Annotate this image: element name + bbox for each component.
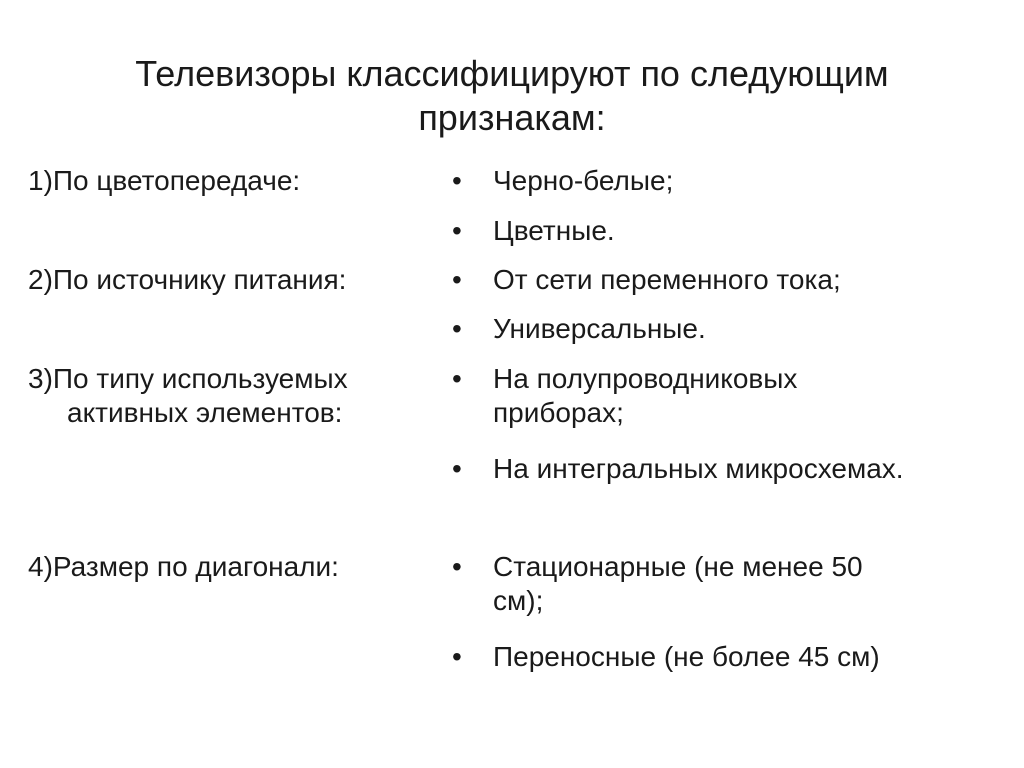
- bullet-icon: •: [452, 215, 462, 246]
- bullet-icon: •: [452, 641, 462, 672]
- bullet-icon: •: [452, 363, 462, 394]
- bullet-icon: •: [452, 165, 462, 196]
- slide-title-line-1: Телевизоры классифицируют по следующим: [135, 53, 889, 94]
- list-item-semiconductor: [452, 362, 797, 430]
- list-item-text-line-2: см);: [493, 585, 544, 616]
- list-item-universal: [452, 312, 706, 346]
- category-label-text: 3)По типу используемых: [28, 363, 348, 394]
- list-item-text: Переносные (не более 45 см): [493, 641, 880, 672]
- list-item-color: [452, 214, 615, 248]
- category-label-diagonal-size: [28, 550, 339, 584]
- category-label-text-line-2: активных элементов:: [67, 397, 343, 428]
- list-item-stationary: [452, 550, 863, 618]
- list-item-text-line-2: приборах;: [493, 397, 624, 428]
- category-label-power-source: [28, 263, 346, 297]
- category-label-text: 1)По цветопередаче:: [28, 165, 301, 196]
- bullet-icon: •: [452, 551, 462, 582]
- list-item-text-line-1: На полупроводниковых: [493, 363, 798, 394]
- bullet-icon: •: [452, 313, 462, 344]
- list-item-text-line-1: Стационарные (не менее 50: [493, 551, 863, 582]
- bullet-icon: •: [452, 264, 462, 295]
- list-item-black-white: [452, 164, 673, 198]
- list-item-text: Универсальные.: [493, 313, 706, 344]
- slide-title-line-2: признакам:: [418, 97, 606, 138]
- category-label-text: 4)Размер по диагонали:: [28, 551, 339, 582]
- list-item-portable: [452, 640, 880, 674]
- category-label-active-elements: [28, 362, 348, 430]
- list-item-text: [493, 550, 863, 618]
- list-item-ac-mains: [452, 263, 841, 297]
- slide-title: [0, 52, 1024, 140]
- bullet-icon: •: [452, 453, 462, 484]
- list-item-text: На интегральных микросхемах.: [493, 453, 904, 484]
- list-item-text: [493, 362, 797, 430]
- list-item-integrated-circuits: [452, 452, 904, 486]
- list-item-text: От сети переменного тока;: [493, 264, 841, 295]
- list-item-text: Цветные.: [493, 215, 615, 246]
- category-label-color-transfer: [28, 164, 300, 198]
- category-label-text: 2)По источнику питания:: [28, 264, 347, 295]
- list-item-text: Черно-белые;: [493, 165, 674, 196]
